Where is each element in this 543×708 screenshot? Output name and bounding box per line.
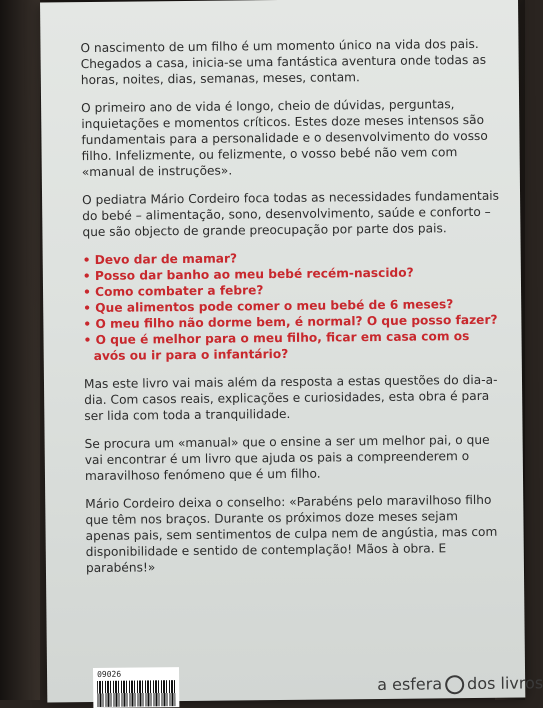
barcode	[93, 667, 179, 708]
publisher-name-right: dos livros	[467, 673, 543, 694]
question-item: • Como combater a febre?	[82, 283, 264, 300]
outro-paragraph-3: Mário Cordeiro deixa o conselho: «Parabéns pelo maravilhoso filho que têm nos braços. Durante os próximos doze meses sejam apenas pais, sem sentimentos de culpa nem de angústia, mas com disponibilidade e sentido de contemplação! Mãos à obra. E parabéns!»	[85, 492, 498, 576]
question-item: • Que alimentos pode comer o meu bebé de 6 meses?	[83, 297, 454, 316]
outro-paragraph-2: Se procura um «manual» que o ensine a ser um melhor pai, o que vai encontrar é um livro que ajuda os pais a compreenderem o maravilhoso fenómeno que é um filho.	[84, 432, 490, 484]
barcode-lines	[97, 680, 175, 707]
globe-icon	[445, 675, 464, 694]
publisher-name-left: a esfera	[377, 674, 443, 695]
outro-paragraph-1: Mas este livro vai mais além da resposta a estas questões do dia-a-dia. Com casos reais, explicações e curiosidades, esta obra é para ser lida com toda a tranquilidade.	[83, 372, 498, 424]
publisher-logo	[377, 673, 543, 695]
question-list	[83, 248, 504, 364]
intro-paragraph-1: O nascimento de um filho é um momento único na vida dos pais. Chegados a casa, inicia-se uma fantástica aventura onde todas as horas, noites, dias, semanas, meses, contam.	[80, 36, 487, 88]
question-item: • Posso dar banho ao meu bebé recém-nascido?	[82, 265, 414, 284]
background-left	[0, 0, 40, 700]
barcode-number: 09026	[97, 669, 122, 679]
book-back-cover	[40, 0, 543, 702]
question-item: • O que é melhor para o meu filho, ficar em casa com os avós ou ir para o infantário?	[83, 329, 470, 363]
blurb-text	[80, 36, 506, 588]
intro-paragraph-3: O pediatra Mário Cordeiro foca todas as necessidades fundamentais do bebé – alimentação, sono, desenvolvimento, saúde e conforto – que são objecto de grande preocupação por parte dos pais.	[82, 188, 500, 240]
question-item: • O meu filho não dorme bem, é normal? O que posso fazer?	[83, 312, 498, 332]
question-item: • Devo dar de mamar?	[82, 251, 238, 268]
intro-paragraph-2: O primeiro ano de vida é longo, cheio de dúvidas, perguntas, inquietações e momentos críticos. Estes doze meses intensos são fundamentais para a personalidade e o desenvolvimento do vosso filho. Infelizmente, ou felizmente, o vosso bebé não vem com «manual de instruções».	[81, 97, 488, 180]
